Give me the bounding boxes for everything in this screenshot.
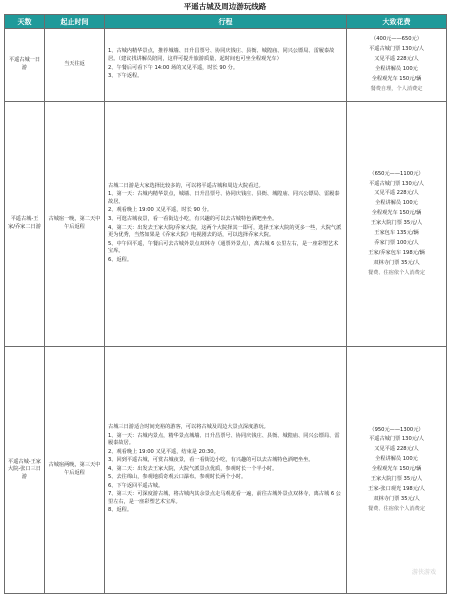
cost-line: （950元——1300元） [369, 426, 424, 433]
cost-cell [347, 29, 447, 102]
cost-line: （400元——650元） [371, 36, 422, 43]
cost-line: 全程讲解员 100元 [375, 456, 418, 463]
itinerary-line: 1、第一天：古城内景点，精华景点城墙、日升昌票号、协同庆钱庄、县衙、城隍庙、同兴公镖局、雷履泰故居。 [108, 432, 340, 447]
header-time: 起止时间 [45, 15, 105, 29]
itinerary-line: 5、去往绵山，参观地质奇观云口瀑布。参观时长两个小时。 [108, 474, 247, 481]
cost-line: 又见平遥 228元/人 [374, 56, 419, 63]
cost-line: 全程讲解员 100元 [375, 200, 418, 207]
cost-line: 乔家门票 100元/人 [374, 240, 419, 247]
itinerary-line: 7、第三天：可深度游古城，将古城内其余景点走马观花看一遍，前往古城外景点双林寺，离古城 6 公里左右，是一座彩塑艺术宝库。 [108, 491, 341, 505]
header-row [5, 15, 447, 29]
itinerary-line: 5、中午回平遥，午餐后可去古城外景点双林寺（通票外景点），离古城 6 公里左右，是一座彩塑艺术宝库。 [108, 240, 339, 255]
cost-line: 全程观光车 150元/辆 [371, 466, 422, 473]
itinerary-line: 1、古城内精华景点，推荐城墙、日升昌票号、协同庆钱庄、县衙、城隍庙、同兴公镖局、雷履泰故居。（建议找讲解员陪同，这样可提升旅游质量，起时间也可坐全程观光车） [108, 48, 335, 62]
cost-line: 餐费、住宿依个人消费定 [367, 269, 426, 276]
days-cell: 平遥古城-王家大院-张口三日游 [5, 347, 45, 594]
page-title: 平遥古城及周边游玩线路 [183, 2, 267, 11]
cost-line: 双林寺门票 35元/人 [373, 496, 420, 502]
cost-line: 餐费自理，个人消费定 [370, 86, 423, 93]
itinerary-table [4, 14, 447, 594]
cost-line: 王家大院门票 35元/人 [370, 476, 423, 483]
cost-line: 餐费、住宿依个人消费定 [367, 505, 426, 512]
itinerary-line: 6、返程。 [108, 256, 133, 263]
cost-cell [347, 347, 447, 594]
cost-line: 平遥古城门票 130元/人 [369, 46, 424, 53]
cost-line: 王家包车 135元/辆 [374, 230, 419, 237]
itinerary-line: 8、返程。 [108, 507, 133, 514]
table-row [5, 347, 447, 594]
cost-cell [347, 102, 447, 347]
time-cell: 当天往返 [45, 29, 105, 102]
itinerary-line: 1、第一天：古城内精华景点，城墙、日升昌票号、协同庆钱庄、县衙、城隍庙、同兴公镖局、雷履泰故居。 [108, 191, 340, 205]
table-row [5, 29, 447, 102]
cost-line: 全程观光车 150元/辆 [371, 76, 422, 83]
cost-line: 平遥古城门票 130元/人 [369, 180, 424, 187]
itinerary-line: 古城二日游是大家选择比较多的，可以将平遥古城和周边大院看过。 [108, 182, 264, 189]
cost-line: 又见平遥 228元/人 [374, 446, 419, 453]
itinerary-line: 4、第二天：出发去王家大院，大院气派景点优质，参观时长一个半小时。 [108, 465, 278, 472]
cost-line: 全程观光车 150元/辆 [371, 210, 422, 217]
cost-line: 王家大院门票 35元/人 [370, 220, 423, 227]
time-cell: 古城宿一晚，第二天中午后返程 [45, 102, 105, 347]
itinerary-line: 4、第二天：出发去王家大院/乔家大院，这两个大院择其一即可，选择王家大院的更多一些，大院气派更为优秀，当然如果是《乔家大院》电视剧去的话，可以选择乔家大院。 [108, 224, 342, 239]
cost-line: （650元——1100元） [369, 170, 424, 177]
cost-line: 双林寺门票 35元/人 [373, 259, 420, 266]
days-cell: 平遥古城-王家/乔家二日游 [5, 102, 45, 347]
itinerary-cell [105, 29, 347, 102]
itinerary-line: 2、观看晚上 19:00 又见平遥，结束是 20:30。 [108, 448, 219, 455]
itinerary-line: 古城三日游适合时间充裕的游客，可以将古城及周边大景点深度游玩。 [108, 424, 269, 431]
itinerary-line: 3、回到平遥古城，可赏古城夜景，看一看街边小吃，有兴趣的可以去古城特色酒吧坐坐。 [108, 457, 314, 464]
cost-line: 平遥古城门票 130元/人 [369, 436, 424, 443]
watermark: 游侠游戏 [411, 569, 436, 576]
header-itinerary: 行程 [105, 15, 347, 29]
itinerary-line: 3、下午返程。 [108, 73, 143, 80]
itinerary-line: 2、观看晚上 19:00 又见平遥，时长 90 分。 [108, 207, 213, 214]
itinerary-line: 6、下午返回平遥古城。 [108, 482, 164, 489]
itinerary-line: 2、午餐后可看下午 14:00 场的又见平遥，时长 90 分。 [108, 64, 239, 71]
cost-line: 又见平遥 228元/人 [374, 190, 419, 197]
cost-line: 全程讲解员 100元 [375, 66, 418, 73]
itinerary-cell [105, 347, 347, 594]
table-row [5, 102, 447, 347]
itinerary-line: 3、可逛古城夜景，看一看街边小吃，有兴趣的可以去古城特色酒吧坐坐。 [108, 215, 278, 222]
cost-line: 王家/乔家包车 198元/辆 [368, 250, 425, 256]
cost-line: 王家-张口观光 198元/人 [368, 486, 425, 493]
itinerary-cell [105, 102, 347, 347]
header-cost: 大致花费 [347, 15, 447, 29]
header-days: 天数 [5, 15, 45, 29]
time-cell: 古城宿两晚，第三天中午后返程 [45, 347, 105, 594]
days-cell: 平遥古城一日游 [5, 29, 45, 102]
